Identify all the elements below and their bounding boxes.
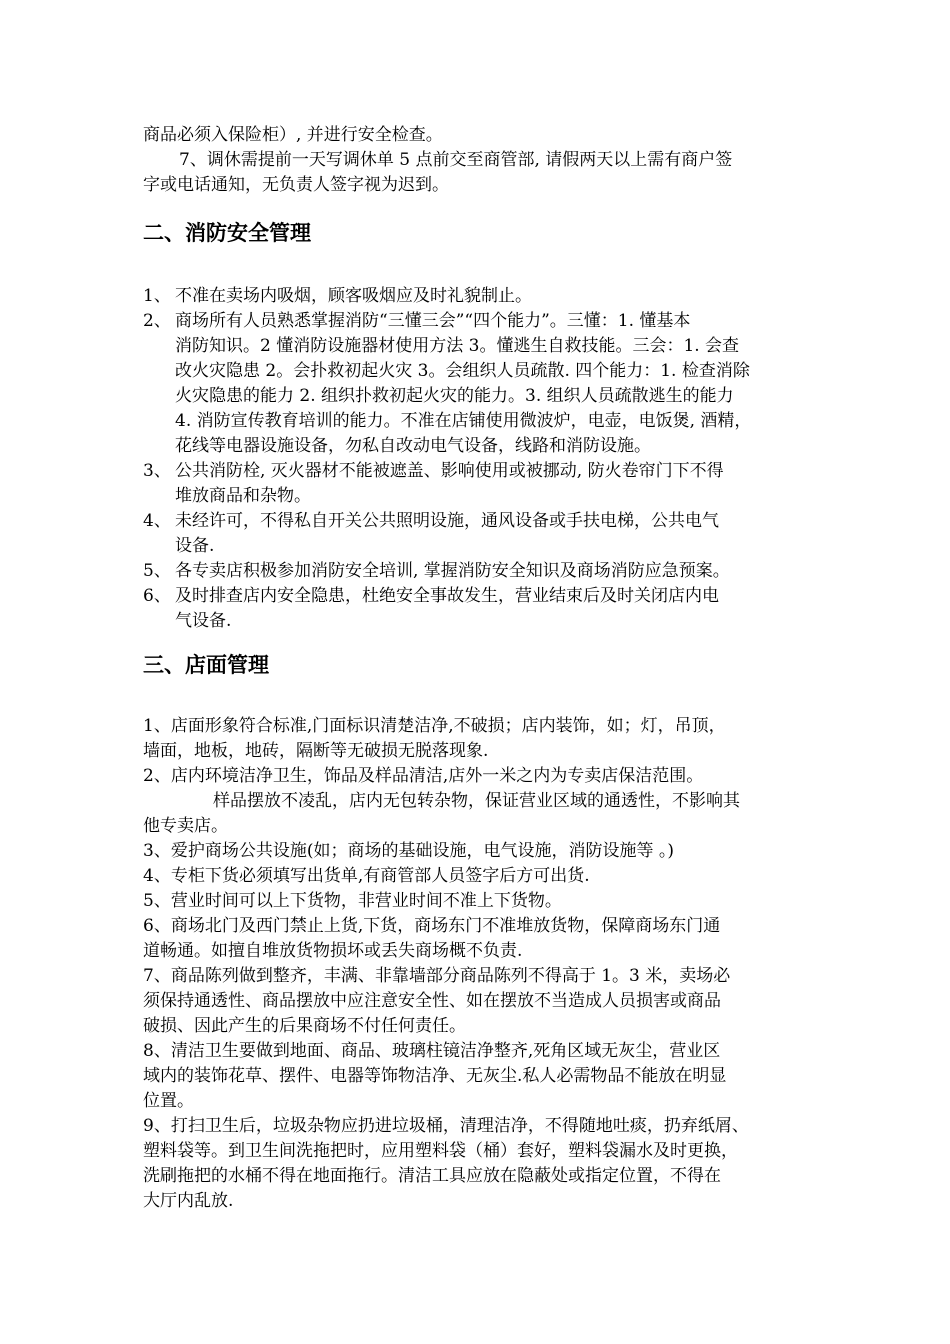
- list-item-number: 5、: [143, 561, 171, 581]
- body-line: 样品摆放不凌乱，店内无包转杂物，保证营业区域的通透性，不影响其: [213, 791, 740, 811]
- list-item-line: 设备.: [175, 536, 215, 556]
- body-line: 9、打扫卫生后，垃圾杂物应扔进垃圾桶，清理洁净，不得随地吐痰，扔弃纸屑、: [143, 1116, 749, 1136]
- body-line: 3、爱护商场公共设施(如；商场的基础设施，电气设施，消防设施等 。): [143, 841, 674, 861]
- list-item-line: 4. 消防宣传教育培训的能力。不准在店铺使用微波炉，电壶，电饭煲, 酒精，: [175, 411, 752, 431]
- list-item-line: 未经许可，不得私自开关公共照明设施，通风设备或手扶电梯，公共电气: [175, 511, 719, 531]
- list-item: [143, 584, 823, 634]
- body-line: 他专卖店。: [143, 816, 228, 836]
- body-line: 须保持通透性、商品摆放中应注意安全性、如在摆放不当造成人员损害或商品: [143, 991, 721, 1011]
- fire-safety-list: [143, 284, 823, 634]
- intro-line: 7、调休需提前一天写调休单 5 点前交至商管部, 请假两天以上需有商户签: [179, 150, 733, 170]
- body-line: 1、店面形象符合标准,门面标识清楚洁净,不破损；店内装饰，如；灯，吊顶，: [143, 716, 726, 736]
- section-heading-fire-safety: 二、消防安全管理: [143, 221, 311, 245]
- list-item-number: 4、: [143, 511, 171, 531]
- intro-line: 商品必须入保险柜）, 并进行安全检查。: [143, 125, 443, 145]
- body-line: 2、店内环境洁净卫生，饰品及样品清洁,店外一米之内为专卖店保洁范围。: [143, 766, 704, 786]
- list-item-line: 气设备.: [175, 611, 232, 631]
- list-item-line: 消防知识。2 懂消防设施器材使用方法 3。懂逃生自救技能。三会：1. 会查: [175, 336, 740, 356]
- list-item: [143, 284, 823, 309]
- list-item: [143, 509, 823, 559]
- list-item-number: 3、: [143, 461, 171, 481]
- body-line: 破损、因此产生的后果商场不付任何责任。: [143, 1016, 466, 1036]
- list-item-number: 1、: [143, 286, 171, 306]
- list-item-line: 不准在卖场内吸烟，顾客吸烟应及时礼貌制止。: [175, 286, 532, 306]
- list-item: [143, 559, 823, 584]
- body-line: 墙面，地板，地砖，隔断等无破损无脱落现象.: [143, 741, 489, 761]
- body-line: 域内的装饰花草、摆件、电器等饰物洁净、无灰尘.私人必需物品不能放在明显: [143, 1066, 727, 1086]
- list-item-line: 各专卖店积极参加消防安全培训, 掌握消防安全知识及商场消防应急预案。: [175, 561, 730, 581]
- list-item-line: 花线等电器设施设备，勿私自改动电气设备，线路和消防设施。: [175, 436, 651, 456]
- body-line: 洗刷拖把的水桶不得在地面拖行。清洁工具应放在隐蔽处或指定位置，不得在: [143, 1166, 721, 1186]
- list-item-line: 商场所有人员熟悉掌握消防“三懂三会”“四个能力”。三懂：1. 懂基本: [175, 311, 691, 331]
- body-line: 8、清洁卫生要做到地面、商品、玻璃柱镜洁净整齐,死角区域无灰尘，营业区: [143, 1041, 721, 1061]
- body-line: 位置。: [143, 1091, 194, 1111]
- intro-paragraph: [143, 123, 823, 198]
- intro-line: 字或电话通知，无负责人签字视为迟到。: [143, 175, 449, 195]
- body-line: 塑料袋等。到卫生间洗拖把时，应用塑料袋（桶）套好，塑料袋漏水及时更换，: [143, 1141, 738, 1161]
- list-item-line: 及时排查店内安全隐患，杜绝安全事故发生，营业结束后及时关闭店内电: [175, 586, 719, 606]
- list-item-line: 堆放商品和杂物。: [175, 486, 311, 506]
- body-line: 7、商品陈列做到整齐，丰满、非靠墙部分商品陈列不得高于 1。3 米，卖场必: [143, 966, 731, 986]
- body-line: 5、营业时间可以上下货物，非营业时间不准上下货物。: [143, 891, 562, 911]
- body-line: 大厅内乱放.: [143, 1191, 234, 1211]
- list-item: [143, 459, 823, 509]
- section-heading-store-management: 三、店面管理: [143, 653, 269, 677]
- body-line: 6、商场北门及西门禁止上货,下货，商场东门不准堆放货物，保障商场东门通: [143, 916, 721, 936]
- list-item-line: 改火灾隐患 2。会扑救初起火灾 3。会组织人员疏散. 四个能力：1. 检查消除: [175, 361, 750, 381]
- list-item-line: 公共消防栓, 灭火器材不能被遮盖、影响使用或被挪动, 防火卷帘门下不得: [175, 461, 724, 481]
- list-item-number: 6、: [143, 586, 171, 606]
- body-line: 4、专柜下货必须填写出货单,有商管部人员签字后方可出货.: [143, 866, 590, 886]
- list-item: [143, 309, 823, 459]
- list-item-number: 2、: [143, 311, 171, 331]
- body-line: 道畅通。如擅自堆放货物损坏或丢失商场概不负责.: [143, 941, 523, 961]
- store-management-body: [143, 714, 823, 1214]
- list-item-line: 火灾隐患的能力 2. 组织扑救初起火灾的能力。3. 组织人员疏散逃生的能力: [175, 386, 734, 406]
